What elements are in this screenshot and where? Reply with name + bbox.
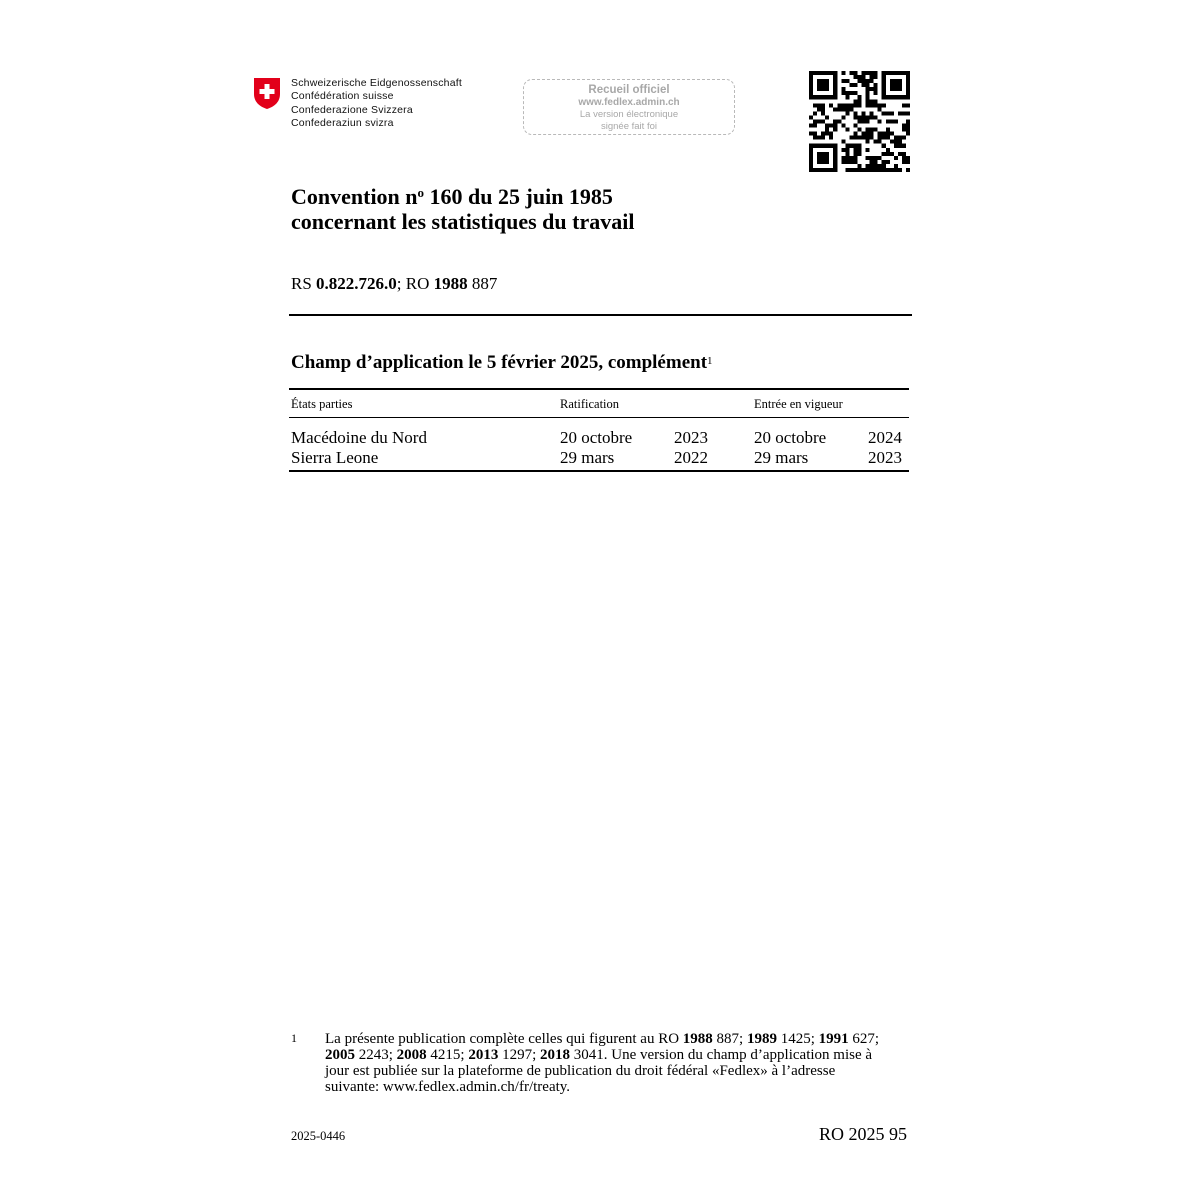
cell-ratif-year: 2022 — [674, 447, 708, 467]
reference-line — [291, 274, 497, 294]
swiss-flag-icon — [253, 77, 281, 110]
ro-page: 887 — [467, 274, 498, 293]
stamp-note-2: signée fait foi — [601, 120, 657, 132]
footnote-year: 1991 — [818, 1031, 849, 1047]
table-row — [289, 448, 909, 468]
footnote-year: 2008 — [396, 1047, 427, 1063]
cell-entry-day: 20 octobre — [754, 427, 827, 447]
cell-ratif-day: 20 octobre — [560, 427, 633, 447]
confederation-names — [291, 77, 462, 131]
footnote-year: 2013 — [468, 1047, 499, 1063]
footnote-seg: 1297; — [498, 1047, 541, 1063]
cell-entry-year: 2023 — [868, 447, 902, 467]
footnote-seg: 627; — [848, 1031, 880, 1047]
header-ratification: Ratification — [560, 396, 620, 411]
footnote-seg: 2243; — [355, 1047, 397, 1063]
confederation-line-rm: Confederaziun svizra — [291, 117, 394, 130]
footnote-seg: La présente publication complète celles qui figurent au RO — [325, 1031, 683, 1047]
title-line1-a: Convention n — [291, 184, 418, 209]
stamp-url: www.fedlex.admin.ch — [578, 97, 680, 108]
confederation-line-it: Confederazione Svizzera — [291, 103, 413, 116]
footnote-seg: 887; — [712, 1031, 747, 1047]
title-divider — [289, 314, 912, 316]
footnote-number: 1 — [291, 1031, 297, 1045]
header-entry: Entrée en vigueur — [754, 396, 843, 411]
qr-code-icon — [809, 71, 910, 172]
ro-reference: RO 2025 95 — [819, 1124, 908, 1144]
document-title — [291, 180, 634, 234]
cell-entry-day: 29 mars — [754, 447, 809, 467]
cell-ratif-year: 2023 — [674, 427, 708, 447]
rs-prefix: RS — [291, 274, 317, 293]
document-number: 2025-0446 — [291, 1129, 346, 1143]
table-bottom-rule — [289, 470, 909, 472]
title-line1-sup: o — [417, 185, 425, 200]
confederation-line-fr: Confédération suisse — [291, 90, 394, 103]
footnote-seg: 4215; — [426, 1047, 469, 1063]
footnote-text — [325, 1031, 885, 1095]
title-line2: concernant les statistiques du travail — [291, 209, 635, 234]
footnote-seg: 3041. Une version du champ d’application mise à jour est publiée sur la plateforme de publication du droit fédéral «Fedlex» à l’adresse suivante: www.fedlex.admin.ch/fr/treaty. — [325, 1047, 873, 1095]
ro-separator: ; RO — [396, 274, 434, 293]
subtitle-text: Champ d’application le 5 février 2025, complément — [291, 352, 708, 373]
stamp-title: Recueil officiel — [588, 84, 670, 96]
cell-state: Sierra Leone — [291, 447, 379, 467]
footnote-seg: 1425; — [776, 1031, 819, 1047]
footnote-year: 2018 — [540, 1047, 571, 1063]
table-row — [289, 428, 909, 448]
table-header — [289, 390, 909, 418]
confederation-line-de: Schweizerische Eidgenossenschaft — [291, 77, 462, 89]
section-subtitle — [291, 350, 713, 374]
footnote-year: 2005 — [325, 1047, 355, 1063]
official-collection-stamp — [523, 79, 735, 135]
header-states: États parties — [291, 396, 353, 411]
title-line1-b: 160 du 25 juin 1985 — [424, 184, 613, 209]
footnote-year: 1988 — [682, 1031, 713, 1047]
cell-state: Macédoine du Nord — [291, 427, 427, 447]
footnote-year: 1989 — [746, 1031, 777, 1047]
states-table — [289, 388, 909, 472]
cell-ratif-day: 29 mars — [560, 447, 615, 467]
cell-entry-year: 2024 — [868, 427, 902, 447]
rs-number: 0.822.726.0 — [316, 274, 397, 293]
subtitle-footnote-ref: 1 — [707, 355, 713, 367]
ro-year: 1988 — [433, 274, 468, 293]
stamp-note-1: La version électronique — [579, 109, 679, 120]
